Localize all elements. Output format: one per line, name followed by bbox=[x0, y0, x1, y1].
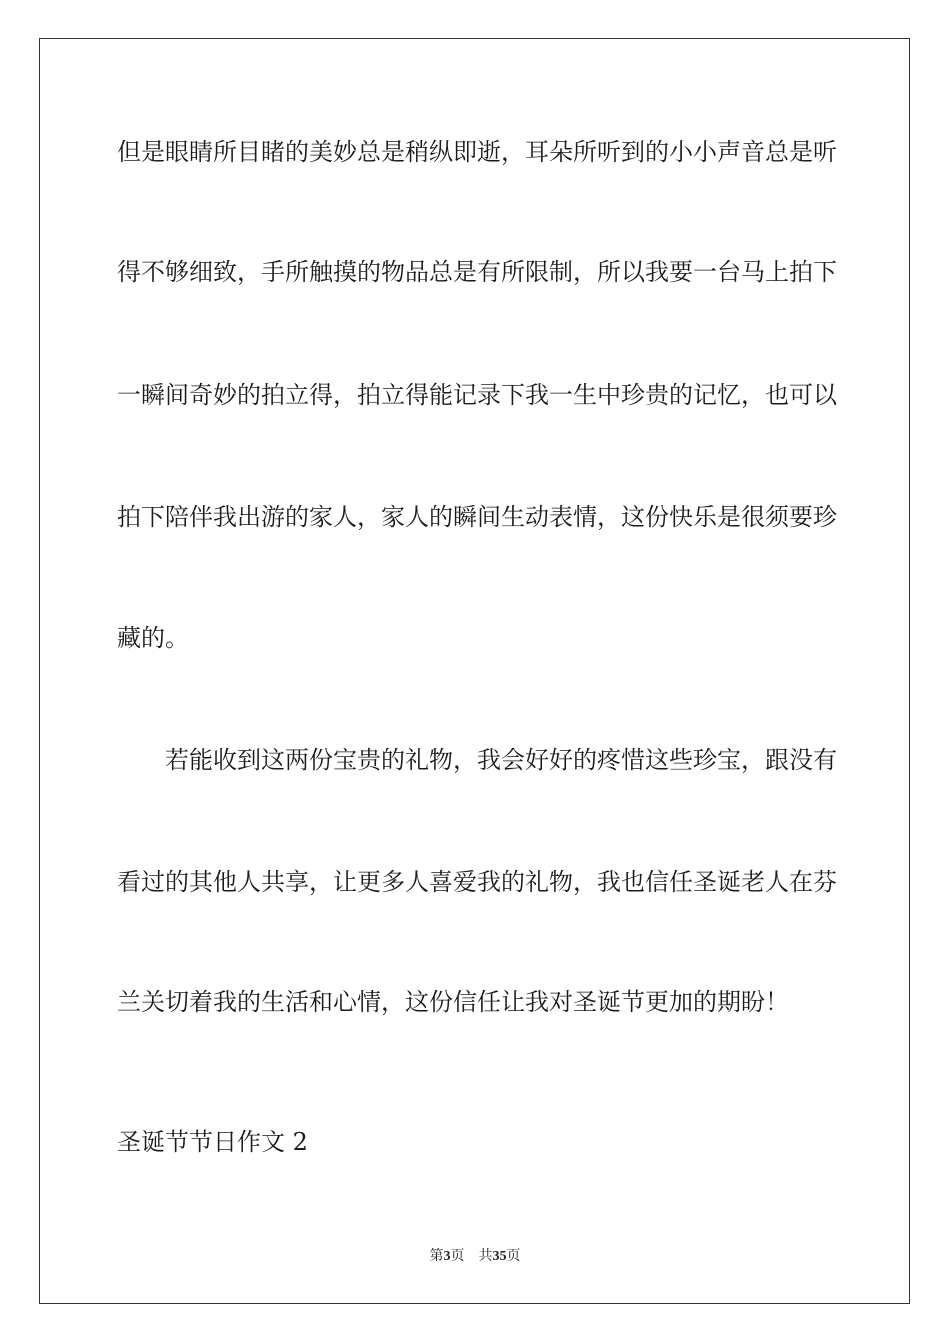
paragraph-line: 但是眼睛所目睹的美妙总是稍纵即逝，耳朵所听到的小小声音总是听 bbox=[117, 138, 837, 166]
total-suffix: 页 bbox=[506, 1248, 521, 1264]
paragraph-line: 若能收到这两份宝贵的礼物，我会好好的疼惜这些珍宝，跟没有 bbox=[165, 746, 837, 774]
paragraph-line: 藏的。 bbox=[117, 624, 189, 652]
paragraph-line: 得不够细致，手所触摸的物品总是有所限制，所以我要一台马上拍下 bbox=[117, 258, 837, 286]
page-suffix: 页 bbox=[450, 1248, 465, 1264]
page-border bbox=[39, 38, 910, 1304]
page-number: 3 bbox=[443, 1249, 451, 1264]
total-prefix: 共 bbox=[478, 1248, 493, 1264]
page-footer bbox=[0, 1247, 950, 1266]
paragraph-line: 一瞬间奇妙的拍立得，拍立得能记录下我一生中珍贵的记忆，也可以 bbox=[117, 381, 837, 409]
page-prefix: 第 bbox=[429, 1248, 444, 1264]
paragraph-line: 看过的其他人共享，让更多人喜爱我的礼物，我也信任圣诞老人在芬 bbox=[117, 868, 837, 896]
total-pages: 35 bbox=[492, 1249, 507, 1264]
paragraph-line: 拍下陪伴我出游的家人，家人的瞬间生动表情，这份快乐是很须要珍 bbox=[117, 503, 837, 531]
section-heading: 圣诞节节日作文 2 bbox=[117, 1128, 308, 1156]
paragraph-line: 兰关切着我的生活和心情，这份信任让我对圣诞节更加的期盼！ bbox=[117, 988, 789, 1016]
